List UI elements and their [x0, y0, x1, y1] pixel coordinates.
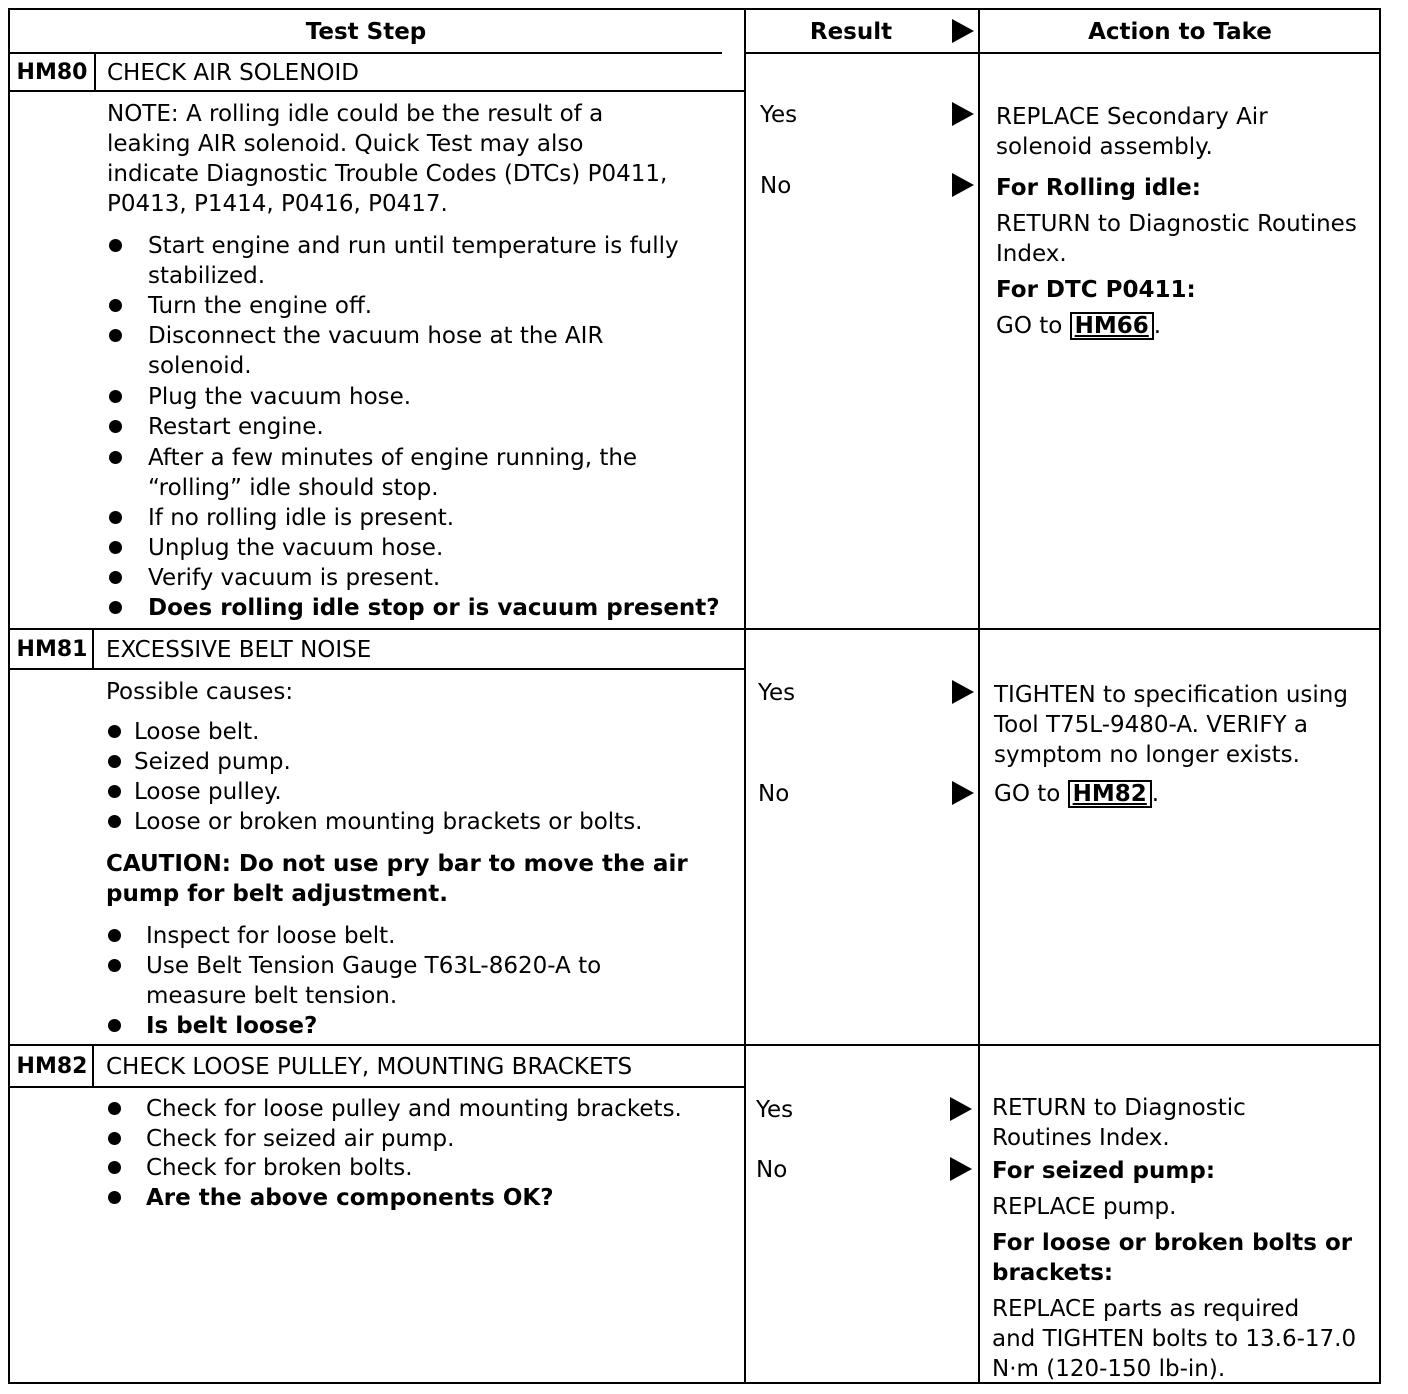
step-ref-link[interactable]: HM66 [1070, 312, 1154, 340]
result-no: No [760, 173, 792, 199]
bullet-text: stabilized. [148, 263, 265, 289]
action-text: Tool T75L-9480-A. VERIFY a [994, 712, 1309, 738]
step-title: CHECK LOOSE PULLEY, MOUNTING BRACKETS [106, 1054, 633, 1080]
note-line: P0413, P1414, P0416, P0417. [107, 191, 448, 217]
caution-text: CAUTION: Do not use pry bar to move the air [106, 851, 688, 877]
cause-text: Loose belt. [134, 719, 260, 745]
bullet-icon [109, 329, 122, 342]
action-text: Index. [996, 241, 1067, 267]
action-text: REPLACE pump. [992, 1194, 1177, 1220]
bullet-question: Are the above components OK? [146, 1185, 554, 1211]
goto-suffix: . [1153, 313, 1162, 339]
bullet-icon [108, 1102, 121, 1115]
bullet-icon [108, 1191, 121, 1204]
step-code: HM81 [16, 637, 88, 662]
action-text: TIGHTEN to specification using [994, 682, 1348, 708]
bullet-icon [109, 601, 122, 614]
action-heading: For seized pump: [992, 1158, 1216, 1184]
bullet-icon [108, 755, 121, 768]
step-title: EXCESSIVE BELT NOISE [106, 637, 372, 663]
action-text: N·m (120-150 lb-in). [992, 1356, 1226, 1382]
bullet-text: Use Belt Tension Gauge T63L-8620-A to [146, 953, 602, 979]
bullet-text: If no rolling idle is present. [148, 505, 455, 531]
action-text: RETURN to Diagnostic [992, 1095, 1246, 1121]
code-divider [92, 630, 94, 670]
bullet-icon [109, 571, 122, 584]
bullet-icon [109, 239, 122, 252]
title-rule [10, 1086, 744, 1088]
action-text: REPLACE Secondary Air [996, 104, 1268, 130]
header-action: Action to Take [1088, 19, 1272, 45]
cause-text: Loose or broken mounting brackets or bolts. [134, 809, 643, 835]
action-text: REPLACE parts as required [992, 1296, 1300, 1322]
bullet-icon [109, 541, 122, 554]
col-divider-result [744, 10, 746, 1384]
section-rule [10, 628, 1380, 630]
goto-label: GO to [996, 313, 1063, 339]
bullet-icon [109, 511, 122, 524]
arrow-icon [952, 781, 974, 805]
intro-text: Possible causes: [106, 679, 294, 705]
bullet-text: Check for loose pulley and mounting brackets. [146, 1096, 682, 1122]
bullet-text: Check for seized air pump. [146, 1126, 455, 1152]
step-code: HM80 [16, 60, 88, 85]
action-heading: For DTC P0411: [996, 277, 1196, 303]
goto-suffix: . [1151, 781, 1160, 807]
bullet-text: Verify vacuum is present. [148, 565, 441, 591]
bullet-text: Check for broken bolts. [146, 1155, 413, 1181]
result-yes: Yes [760, 102, 798, 128]
bullet-icon [108, 1161, 121, 1174]
step-title: CHECK AIR SOLENOID [107, 60, 360, 86]
bullet-text: Start engine and run until temperature is fully [148, 233, 679, 259]
section-rule [10, 1044, 1380, 1046]
bullet-text: Restart engine. [148, 414, 324, 440]
arrow-icon [950, 1097, 972, 1121]
bullet-icon [109, 451, 122, 464]
arrow-icon [952, 173, 974, 197]
bullet-text: Unplug the vacuum hose. [148, 535, 444, 561]
bullet-icon [108, 1132, 121, 1145]
col-divider-action [978, 10, 980, 1384]
diagnostic-table [8, 8, 1381, 1384]
result-yes: Yes [758, 680, 796, 706]
arrow-icon [952, 102, 974, 126]
bullet-icon [108, 959, 121, 972]
bullet-icon [109, 420, 122, 433]
bullet-question: Is belt loose? [146, 1013, 318, 1039]
note-line: NOTE: A rolling idle could be the result of a [107, 101, 604, 127]
bullet-text: “rolling” idle should stop. [148, 475, 439, 501]
step-code: HM82 [16, 1054, 88, 1079]
action-heading: For loose or broken bolts or [992, 1230, 1353, 1256]
bullet-icon [108, 785, 121, 798]
code-divider [92, 1046, 94, 1088]
bullet-question: Does rolling idle stop or is vacuum present? [148, 595, 720, 621]
action-text: and TIGHTEN bolts to 13.6-17.0 [992, 1326, 1357, 1352]
bullet-icon [109, 390, 122, 403]
action-text: Routines Index. [992, 1125, 1170, 1151]
result-no: No [756, 1157, 788, 1183]
bullet-text: solenoid. [148, 353, 252, 379]
arrow-icon [950, 1157, 972, 1181]
bullet-text: Plug the vacuum hose. [148, 384, 412, 410]
arrow-icon [952, 680, 974, 704]
cause-text: Loose pulley. [134, 779, 282, 805]
header-result: Result [809, 19, 893, 45]
action-text: RETURN to Diagnostic Routines [996, 211, 1357, 237]
cause-text: Seized pump. [134, 749, 291, 775]
bullet-icon [108, 1019, 121, 1032]
action-heading: For Rolling idle: [996, 175, 1201, 201]
action-text: solenoid assembly. [996, 134, 1213, 160]
step-ref-link[interactable]: HM82 [1068, 780, 1152, 808]
goto-label: GO to [994, 781, 1061, 807]
bullet-text: Turn the engine off. [148, 293, 373, 319]
bullet-text: Disconnect the vacuum hose at the AIR [148, 323, 604, 349]
result-yes: Yes [756, 1097, 794, 1123]
bullet-text: measure belt tension. [146, 983, 398, 1009]
action-heading: brackets: [992, 1260, 1114, 1286]
result-no: No [758, 781, 790, 807]
bullet-icon [108, 725, 121, 738]
action-goto [996, 311, 1161, 341]
action-text: symptom no longer exists. [994, 742, 1300, 768]
code-divider [94, 54, 96, 92]
caution-text: pump for belt adjustment. [106, 881, 448, 907]
bullet-text: After a few minutes of engine running, the [148, 445, 638, 471]
bullet-icon [108, 929, 121, 942]
bullet-icon [108, 815, 121, 828]
note-line: indicate Diagnostic Trouble Codes (DTCs) P0411, [107, 161, 668, 187]
note-line: leaking AIR solenoid. Quick Test may also [107, 131, 584, 157]
action-goto [994, 779, 1159, 809]
bullet-text: Inspect for loose belt. [146, 923, 396, 949]
bullet-icon [109, 299, 122, 312]
header-test-step: Test Step [305, 19, 427, 45]
title-rule [10, 668, 744, 670]
header-arrow-icon [952, 19, 974, 43]
